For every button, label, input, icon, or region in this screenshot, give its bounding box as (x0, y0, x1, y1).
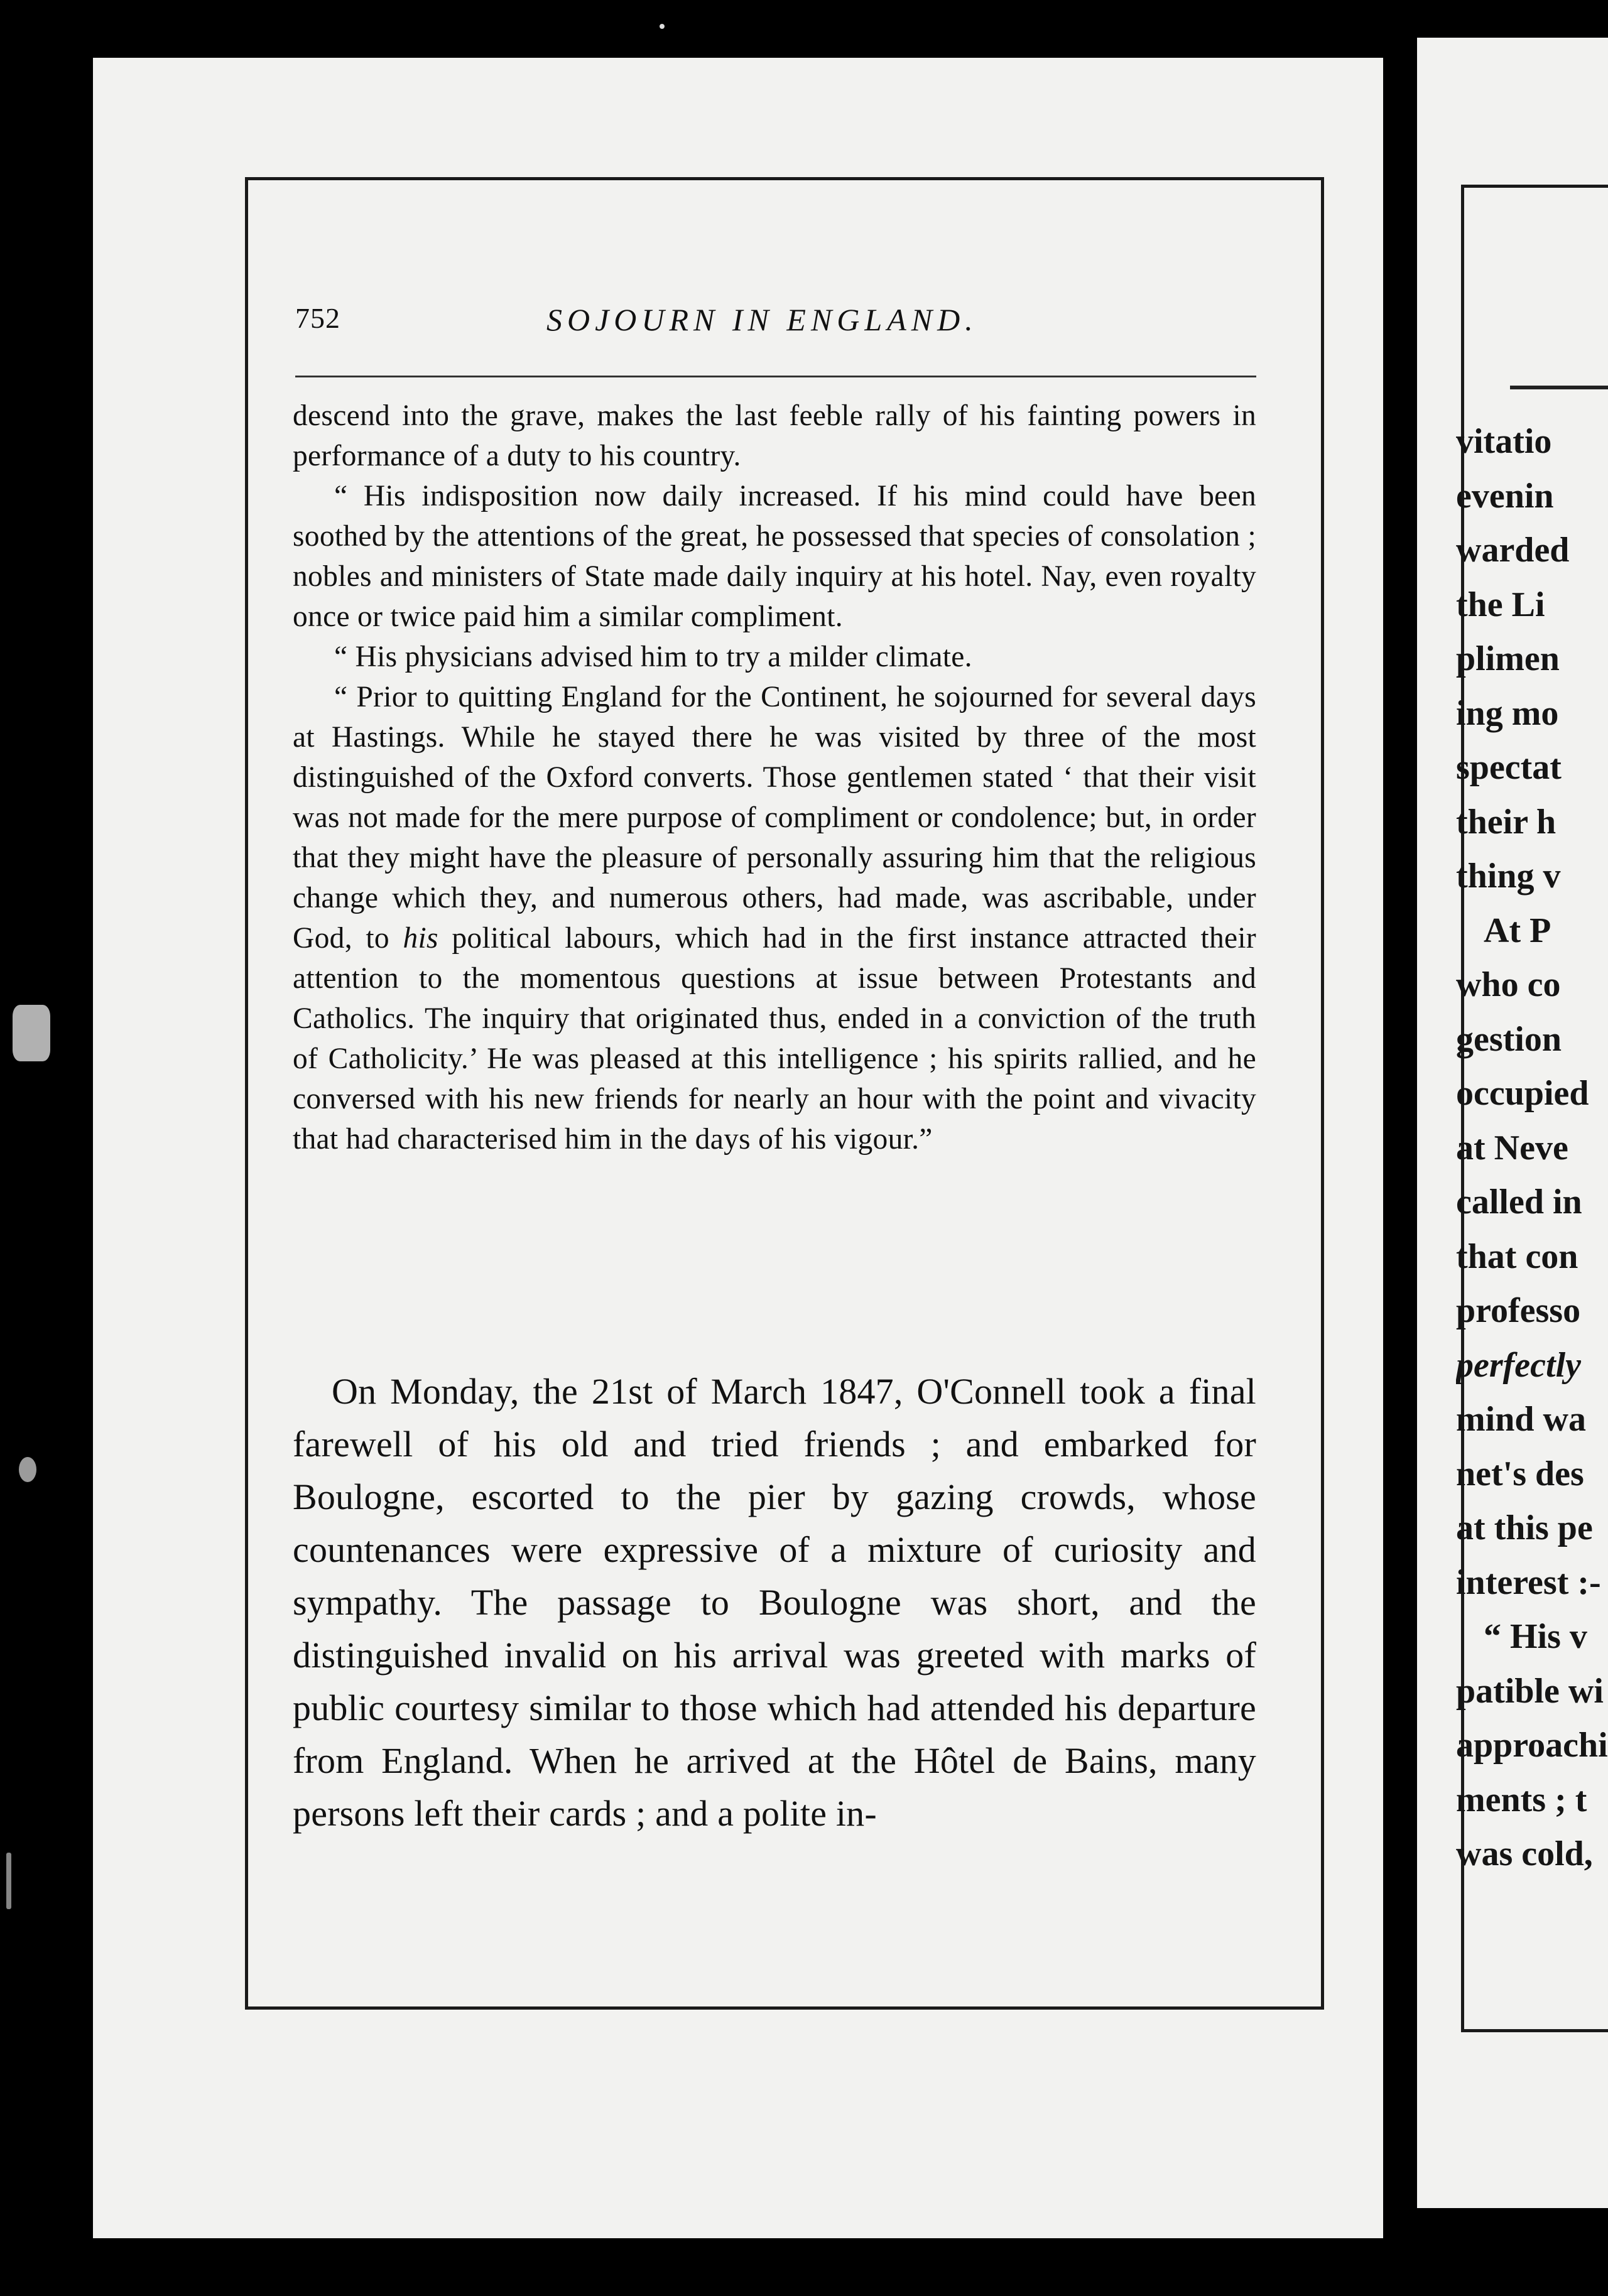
adjacent-text-line: at this pe (1456, 1508, 1593, 1547)
adjacent-text-line: vitatio (1456, 422, 1552, 461)
adjacent-header-rule (1510, 386, 1608, 389)
running-head (295, 301, 1250, 352)
adjacent-text-line: At P (1484, 911, 1551, 950)
adjacent-text-line: “ His v (1484, 1617, 1587, 1656)
adjacent-text-line: interest :- (1456, 1562, 1601, 1602)
quote-paragraph: “ His physicians advised him to try a milder climate. (334, 641, 972, 673)
adjacent-text-line: was cold, (1456, 1834, 1593, 1873)
adjacent-text-line: at Neve (1456, 1128, 1568, 1167)
quoted-passage (293, 396, 1256, 1159)
adjacent-text-line: patible wi (1456, 1671, 1604, 1711)
adjacent-text-line: called in (1456, 1183, 1582, 1221)
adjacent-text-line: spectat (1456, 748, 1562, 787)
adjacent-text-line: occupied (1456, 1074, 1589, 1113)
adjacent-text-line: mind wa (1456, 1400, 1586, 1439)
adjacent-text-line: gestion (1456, 1019, 1562, 1059)
page-number: 752 (295, 302, 340, 334)
quote-paragraph: “ Prior to quitting England for the Continent, he sojourned for several days at Hastings. While he stayed there he was visited by three of the most distinguished of the Oxford converts. Those gentlemen stated ‘ that their visit was not made for the mere purpose of compliment or condolence; but, in order that they might have the pleasure of personally assuring him that the religious change which they, and numerous others, had made, was ascribable, under God, to his political labours, which had in the first instance attracted their attention to the momentous questions at issue between Protestants and Catholics. The inquiry that originated thus, ended in a conviction of the truth of Catholicity.’ He was pleased at this intelligence ; his spirits rallied, and he conversed with his new friends for nearly an hour with the point and vivacity that had characterised him in the days of his vigour.” (293, 681, 1256, 1156)
adjacent-text-line: warded (1456, 531, 1570, 570)
narrative-paragraph: On Monday, the 21st of March 1847, O'Connell took a final farewell of his old and tried friends ; and embarked for Boulogne, escorted to the pier by gazing crowds, whose countenances were expressive of a mixture of curiosity and sympathy. The passage to Boulogne was short, and the distinguished invalid on his arrival was greeted with marks of public courtesy similar to those which had attended his departure from England. When he arrived at the Hôtel de Bains, many persons left their cards ; and a polite in- (293, 1371, 1256, 1834)
narrative-passage (293, 1365, 1256, 1840)
quote-paragraph: “ His indisposition now daily increased. If his mind could have been soothed by the attentions of the great, he possessed that species of consolation ; nobles and ministers of State made daily inquiry at his hotel. Nay, even royalty once or twice paid him a similar compliment. (293, 480, 1256, 633)
scan-speck (13, 1005, 50, 1061)
adjacent-text-line: plimen (1456, 639, 1560, 678)
adjacent-text-line: ing mo (1456, 693, 1559, 733)
adjacent-text-line: perfectly (1456, 1345, 1581, 1385)
adjacent-text-line: net's des (1456, 1454, 1584, 1493)
adjacent-page-text (1456, 414, 1608, 1882)
adjacent-text-line: approachi (1456, 1726, 1608, 1765)
adjacent-text-line: professo (1456, 1291, 1581, 1330)
adjacent-text-line: the Li (1456, 585, 1545, 624)
adjacent-text-line: evenin (1456, 476, 1554, 516)
adjacent-text-line: their h (1456, 802, 1556, 842)
scan-speck (660, 24, 665, 29)
scan-speck (19, 1457, 36, 1482)
running-title: SOJOURN IN ENGLAND. (546, 302, 978, 337)
adjacent-text-line: that con (1456, 1237, 1578, 1276)
quote-paragraph: descend into the grave, makes the last feeble rally of his fainting powers in performance of a duty to his country. (293, 399, 1256, 472)
adjacent-text-line: ments ; t (1456, 1780, 1587, 1819)
adjacent-text-line: thing v (1456, 857, 1561, 896)
header-rule (295, 376, 1256, 377)
scan-speck (6, 1853, 11, 1909)
adjacent-text-line: who co (1456, 965, 1561, 1004)
